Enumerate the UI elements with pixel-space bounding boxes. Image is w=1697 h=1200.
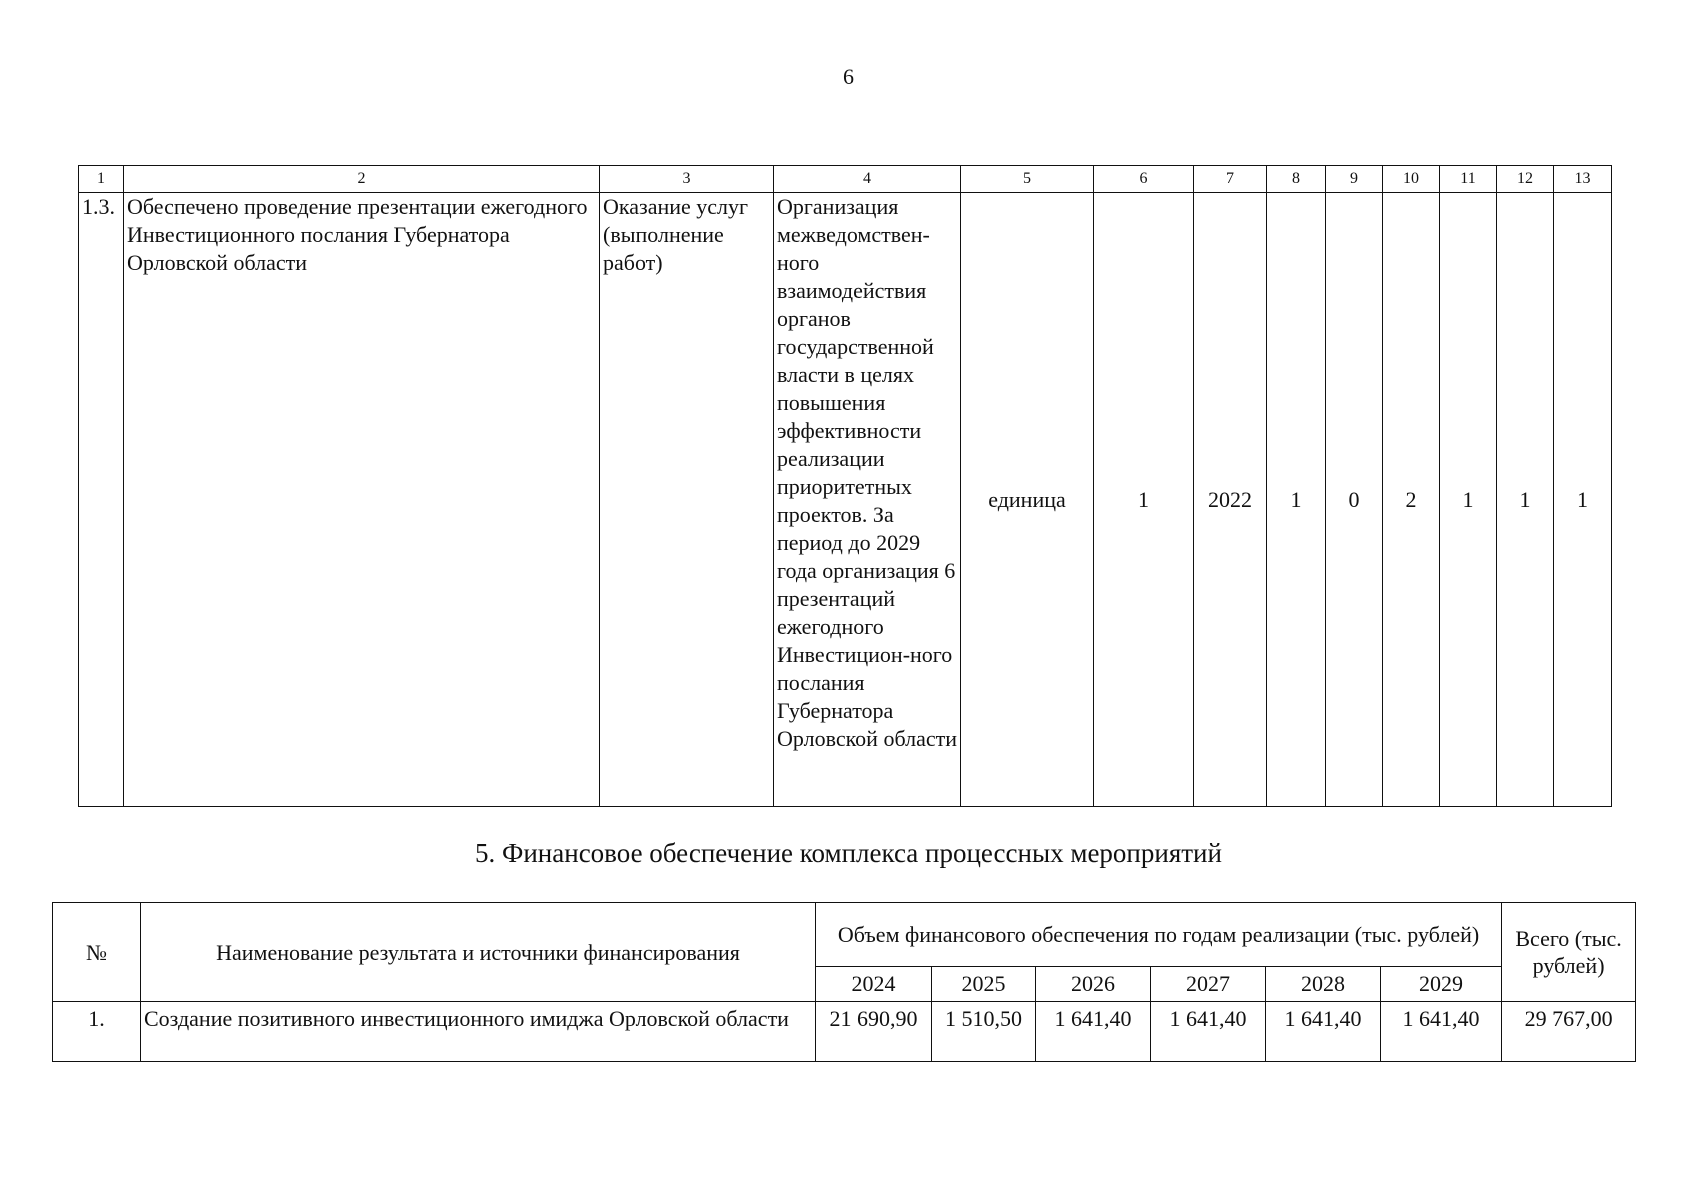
amount: 21 690,90 (816, 1002, 932, 1062)
header-total: Всего (тыс. рублей) (1502, 903, 1636, 1002)
column-number: 10 (1383, 166, 1440, 193)
indicators-table (78, 165, 1612, 807)
column-number-row (79, 166, 1612, 193)
column-number: 6 (1094, 166, 1194, 193)
page-number: 6 (843, 64, 854, 89)
total-amount: 29 767,00 (1502, 1002, 1636, 1062)
amount: 1 641,40 (1381, 1002, 1502, 1062)
column-number: 9 (1326, 166, 1383, 193)
amount: 1 510,50 (932, 1002, 1036, 1062)
column-number: 1 (79, 166, 124, 193)
table-row (79, 193, 1612, 807)
section-title: 5. Финансовое обеспечение комплекса процессных мероприятий (475, 838, 1222, 868)
cell-value: 0 (1326, 193, 1383, 807)
column-number: 3 (600, 166, 774, 193)
unit-of-measure: единица (961, 193, 1094, 807)
result-name: Обеспечено проведение презентации ежегодного Инвестиционного послания Губернатора Орловской области (124, 193, 600, 807)
column-number: 12 (1497, 166, 1554, 193)
year-header: 2026 (1036, 967, 1151, 1002)
result-type: Оказание услуг (выполнение работ) (600, 193, 774, 807)
column-number: 4 (774, 166, 961, 193)
cell-value: 1 (1554, 193, 1612, 807)
header-row (53, 903, 1636, 967)
header-name: Наименование результата и источники финансирования (141, 903, 816, 1002)
year-header: 2024 (816, 967, 932, 1002)
year-header: 2028 (1266, 967, 1381, 1002)
amount: 1 641,40 (1266, 1002, 1381, 1062)
column-number: 11 (1440, 166, 1497, 193)
column-number: 2 (124, 166, 600, 193)
cell-value: 1 (1497, 193, 1554, 807)
column-number: 7 (1194, 166, 1267, 193)
year-header: 2029 (1381, 967, 1502, 1002)
year-header: 2025 (932, 967, 1036, 1002)
cell-value: 1 (1094, 193, 1194, 807)
cell-value: 1 (1267, 193, 1326, 807)
table-row (53, 1002, 1636, 1062)
financing-table (52, 902, 1636, 1062)
cell-value: 2 (1383, 193, 1440, 807)
header-number: № (53, 903, 141, 1002)
column-number: 5 (961, 166, 1094, 193)
column-number: 8 (1267, 166, 1326, 193)
row-number: 1. (53, 1002, 141, 1062)
result-name: Создание позитивного инвестиционного имиджа Орловской области (141, 1002, 816, 1062)
header-volume: Объем финансового обеспечения по годам реализации (тыс. рублей) (816, 903, 1502, 967)
year-header: 2027 (1151, 967, 1266, 1002)
column-number: 13 (1554, 166, 1612, 193)
row-number: 1.3. (79, 193, 124, 807)
cell-value: 2022 (1194, 193, 1267, 807)
result-description: Организация межведомствен-ного взаимодействия органов государственной власти в целях повышения эффективности реализации приоритетных проектов. За период до 2029 года организация 6 презентаций ежегодного Инвестицион-ного послания Губернатора Орловской области (774, 193, 961, 807)
amount: 1 641,40 (1036, 1002, 1151, 1062)
cell-value: 1 (1440, 193, 1497, 807)
amount: 1 641,40 (1151, 1002, 1266, 1062)
